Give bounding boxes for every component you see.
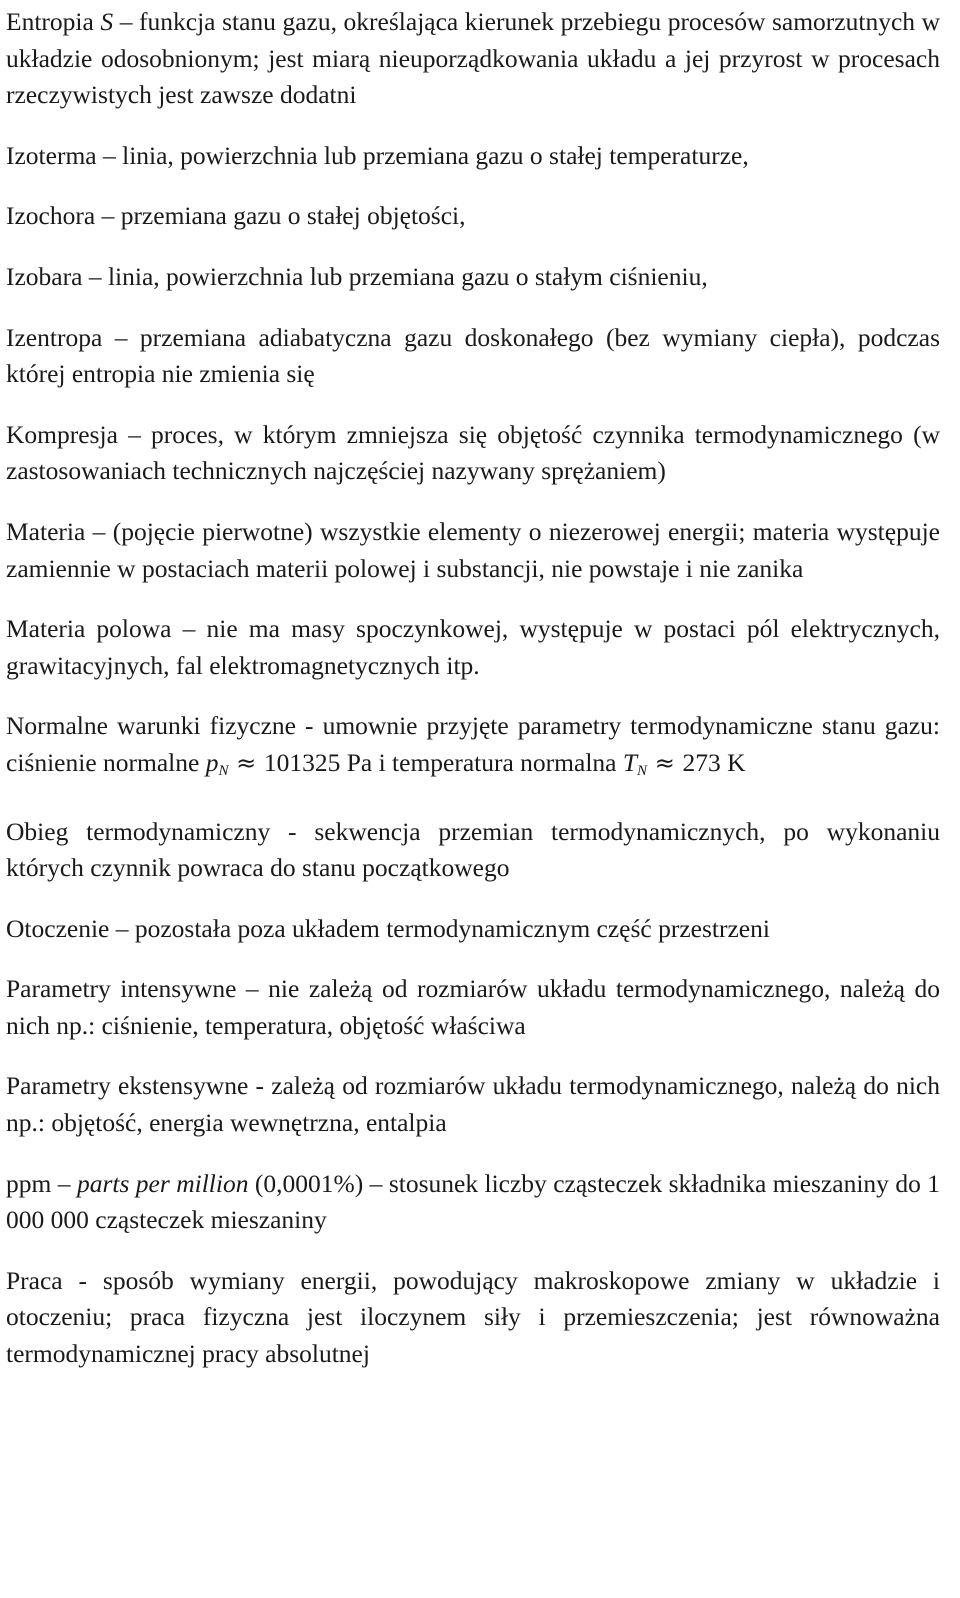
entry-text: ppm –	[6, 1168, 77, 1198]
entry-text: Izoterma – linia, powierzchnia lub przemiana gazu o stałej temperaturze,	[6, 140, 749, 170]
glossary-entry-materia	[6, 514, 940, 587]
glossary-entry-entropia	[6, 4, 940, 114]
glossary-entry-izobara	[6, 259, 940, 296]
subscript: N	[218, 762, 229, 779]
entry-text: Materia polowa – nie ma masy spoczynkowej, występuje w postaci pól elektrycznych, grawitacyjnych, fal elektromagnetycznych itp.	[6, 614, 940, 680]
entry-text: Izobara – linia, powierzchnia lub przemiana gazu o stałym ciśnieniu,	[6, 261, 708, 291]
entry-text: Izochora – przemiana gazu o stałej objętości,	[6, 201, 466, 231]
entry-text: Praca - sposób wymiany energii, powodujący makroskopowe zmiany w układzie i otoczeniu; praca fizyczna jest iloczynem siły i przemieszczenia; jest równoważna termodynamicznej pracy absolutnej	[6, 1265, 940, 1369]
entry-text: Obieg termodynamiczny - sekwencja przemian termodynamicznych, po wykonaniu których czynnik powraca do stanu początkowego	[6, 816, 940, 883]
entry-text: Materia – (pojęcie pierwotne) wszystkie elementy o niezerowej energii; materia występuje zamiennie w postaciach materii polowej i substancji, nie powstaje i nie zanika	[6, 516, 940, 583]
symbol: S	[100, 7, 114, 36]
entry-text: – funkcja stanu gazu, określająca kierunek przebiegu procesów samorzutnych w układzie odosobnionym; jest miarą nieuporządkowania układu a jej przyrost w procesach rzeczywistych jest zawsze dodatni	[6, 7, 941, 110]
glossary-entry-kompresja	[6, 417, 940, 490]
entry-text: Entropia	[6, 7, 101, 36]
entry-text: Parametry intensywne – nie zależą od rozmiarów układu termodynamicznego, należą do nich np.: ciśnienie, temperatura, objętość właściwa	[6, 974, 940, 1040]
glossary-entry-materia-polowa	[6, 611, 940, 684]
glossary-entry-praca	[6, 1263, 940, 1373]
entry-text: Parametry ekstensywne - zależą od rozmiarów układu termodynamicznego, należą do nich np.: objętość, energia wewnętrzna, entalpia	[6, 1071, 940, 1138]
entry-text: Izentropa – przemiana adiabatyczna gazu doskonałego (bez wymiany ciepła), podczas której entropia nie zmienia się	[6, 322, 940, 389]
symbol: p	[205, 747, 219, 777]
entry-text: Kompresja – proces, w którym zmniejsza się objętość czynnika termodynamicznego (w zastosowaniach technicznych najczęściej nazywany sprężaniem)	[6, 419, 940, 486]
glossary-entry-izentropa	[6, 320, 940, 393]
glossary-entry-otoczenie	[6, 911, 940, 948]
approx-sign: ≈	[228, 748, 264, 777]
symbol: parts per million	[76, 1168, 249, 1198]
entry-text: (0,0001%) – stosunek liczby cząsteczek składnika mieszaniny do 1 000 000 cząsteczek mieszaniny	[6, 1168, 940, 1235]
symbol: T	[622, 747, 638, 777]
glossary-entry-izoterma	[6, 138, 940, 175]
glossary-entry-izochora	[6, 198, 940, 235]
glossary-entry-ppm	[6, 1166, 940, 1239]
entry-text: Otoczenie – pozostała poza układem termodynamicznym część przestrzeni	[6, 913, 770, 943]
subscript: N	[637, 762, 648, 779]
glossary-entry-parametry-intensywne	[6, 971, 940, 1044]
entry-text: Normalne warunki fizyczne - umownie przyjęte parametry termodynamiczne stanu gazu: ciśnienie normalne	[6, 711, 940, 777]
glossary-entry-obieg	[6, 814, 940, 887]
glossary-entry-normalne-warunki	[6, 708, 940, 789]
glossary-entry-parametry-ekstensywne	[6, 1068, 940, 1141]
entry-text: 273 K	[682, 747, 746, 777]
entry-text: 101325 Pa i temperatura normalna	[263, 747, 623, 777]
approx-sign: ≈	[647, 748, 683, 777]
